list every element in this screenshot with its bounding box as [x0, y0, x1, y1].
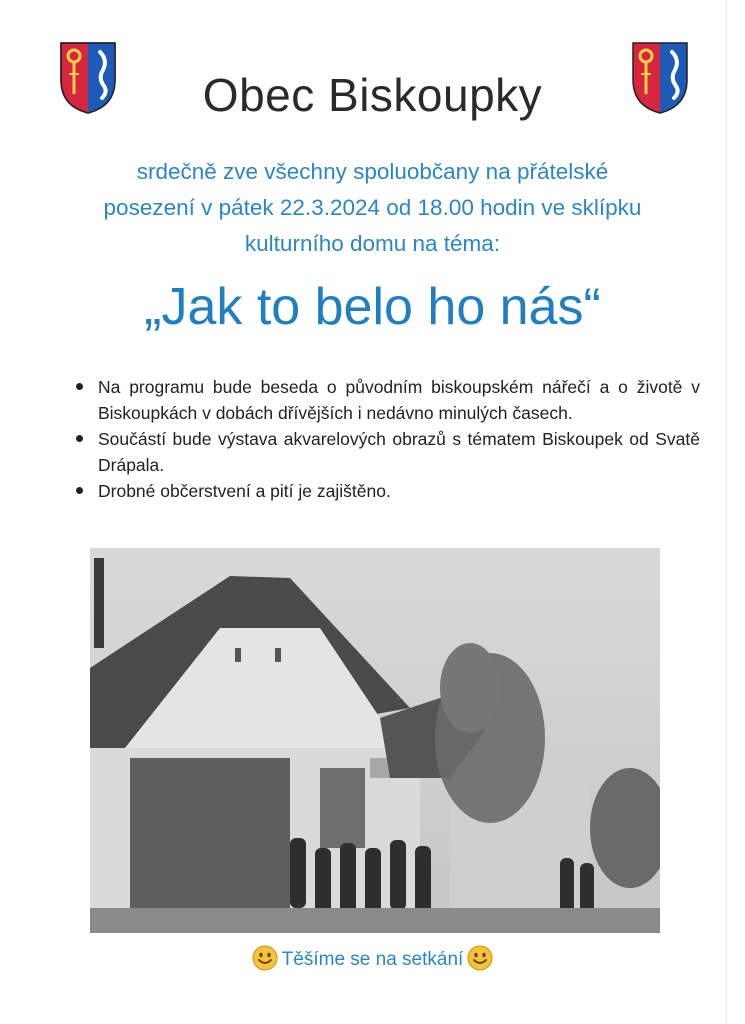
- smiling-face-icon: [467, 945, 493, 971]
- program-item-text: Součástí bude výstava akvarelových obrazů s tématem Biskoupek od Svatě Drápala.: [98, 429, 700, 475]
- list-item: [72, 374, 700, 426]
- bullet-icon: [76, 383, 83, 390]
- historical-house-photo: [90, 548, 660, 933]
- invitation-line: posezení v pátek 22.3.2024 od 18.00 hodin ve sklípku: [103, 195, 642, 220]
- footer-greeting: [0, 947, 745, 973]
- smiling-face-icon: [252, 945, 278, 971]
- footer-text: Těšíme se na setkání: [281, 949, 464, 971]
- invitation-line: kulturního domu na téma:: [244, 231, 501, 256]
- scan-edge-line: [726, 0, 727, 1024]
- list-item: [72, 426, 700, 478]
- page-title: Obec Biskoupky: [202, 69, 543, 121]
- bullet-icon: [76, 487, 83, 494]
- list-item: [72, 478, 700, 504]
- event-theme-title: „Jak to belo ho nás“: [144, 278, 601, 336]
- bullet-icon: [76, 435, 83, 442]
- invitation-text: [40, 154, 705, 262]
- program-item-text: Drobné občerstvení a pití je zajištěno.: [98, 481, 391, 501]
- program-item-text: Na programu bude beseda o původním biskoupském nářečí a o životě v Biskoupkách v dobách dřívějších i nedávno minulých časech.: [98, 377, 700, 423]
- program-list: [72, 374, 700, 504]
- invitation-line: srdečně zve všechny spoluobčany na přátelské: [136, 159, 609, 184]
